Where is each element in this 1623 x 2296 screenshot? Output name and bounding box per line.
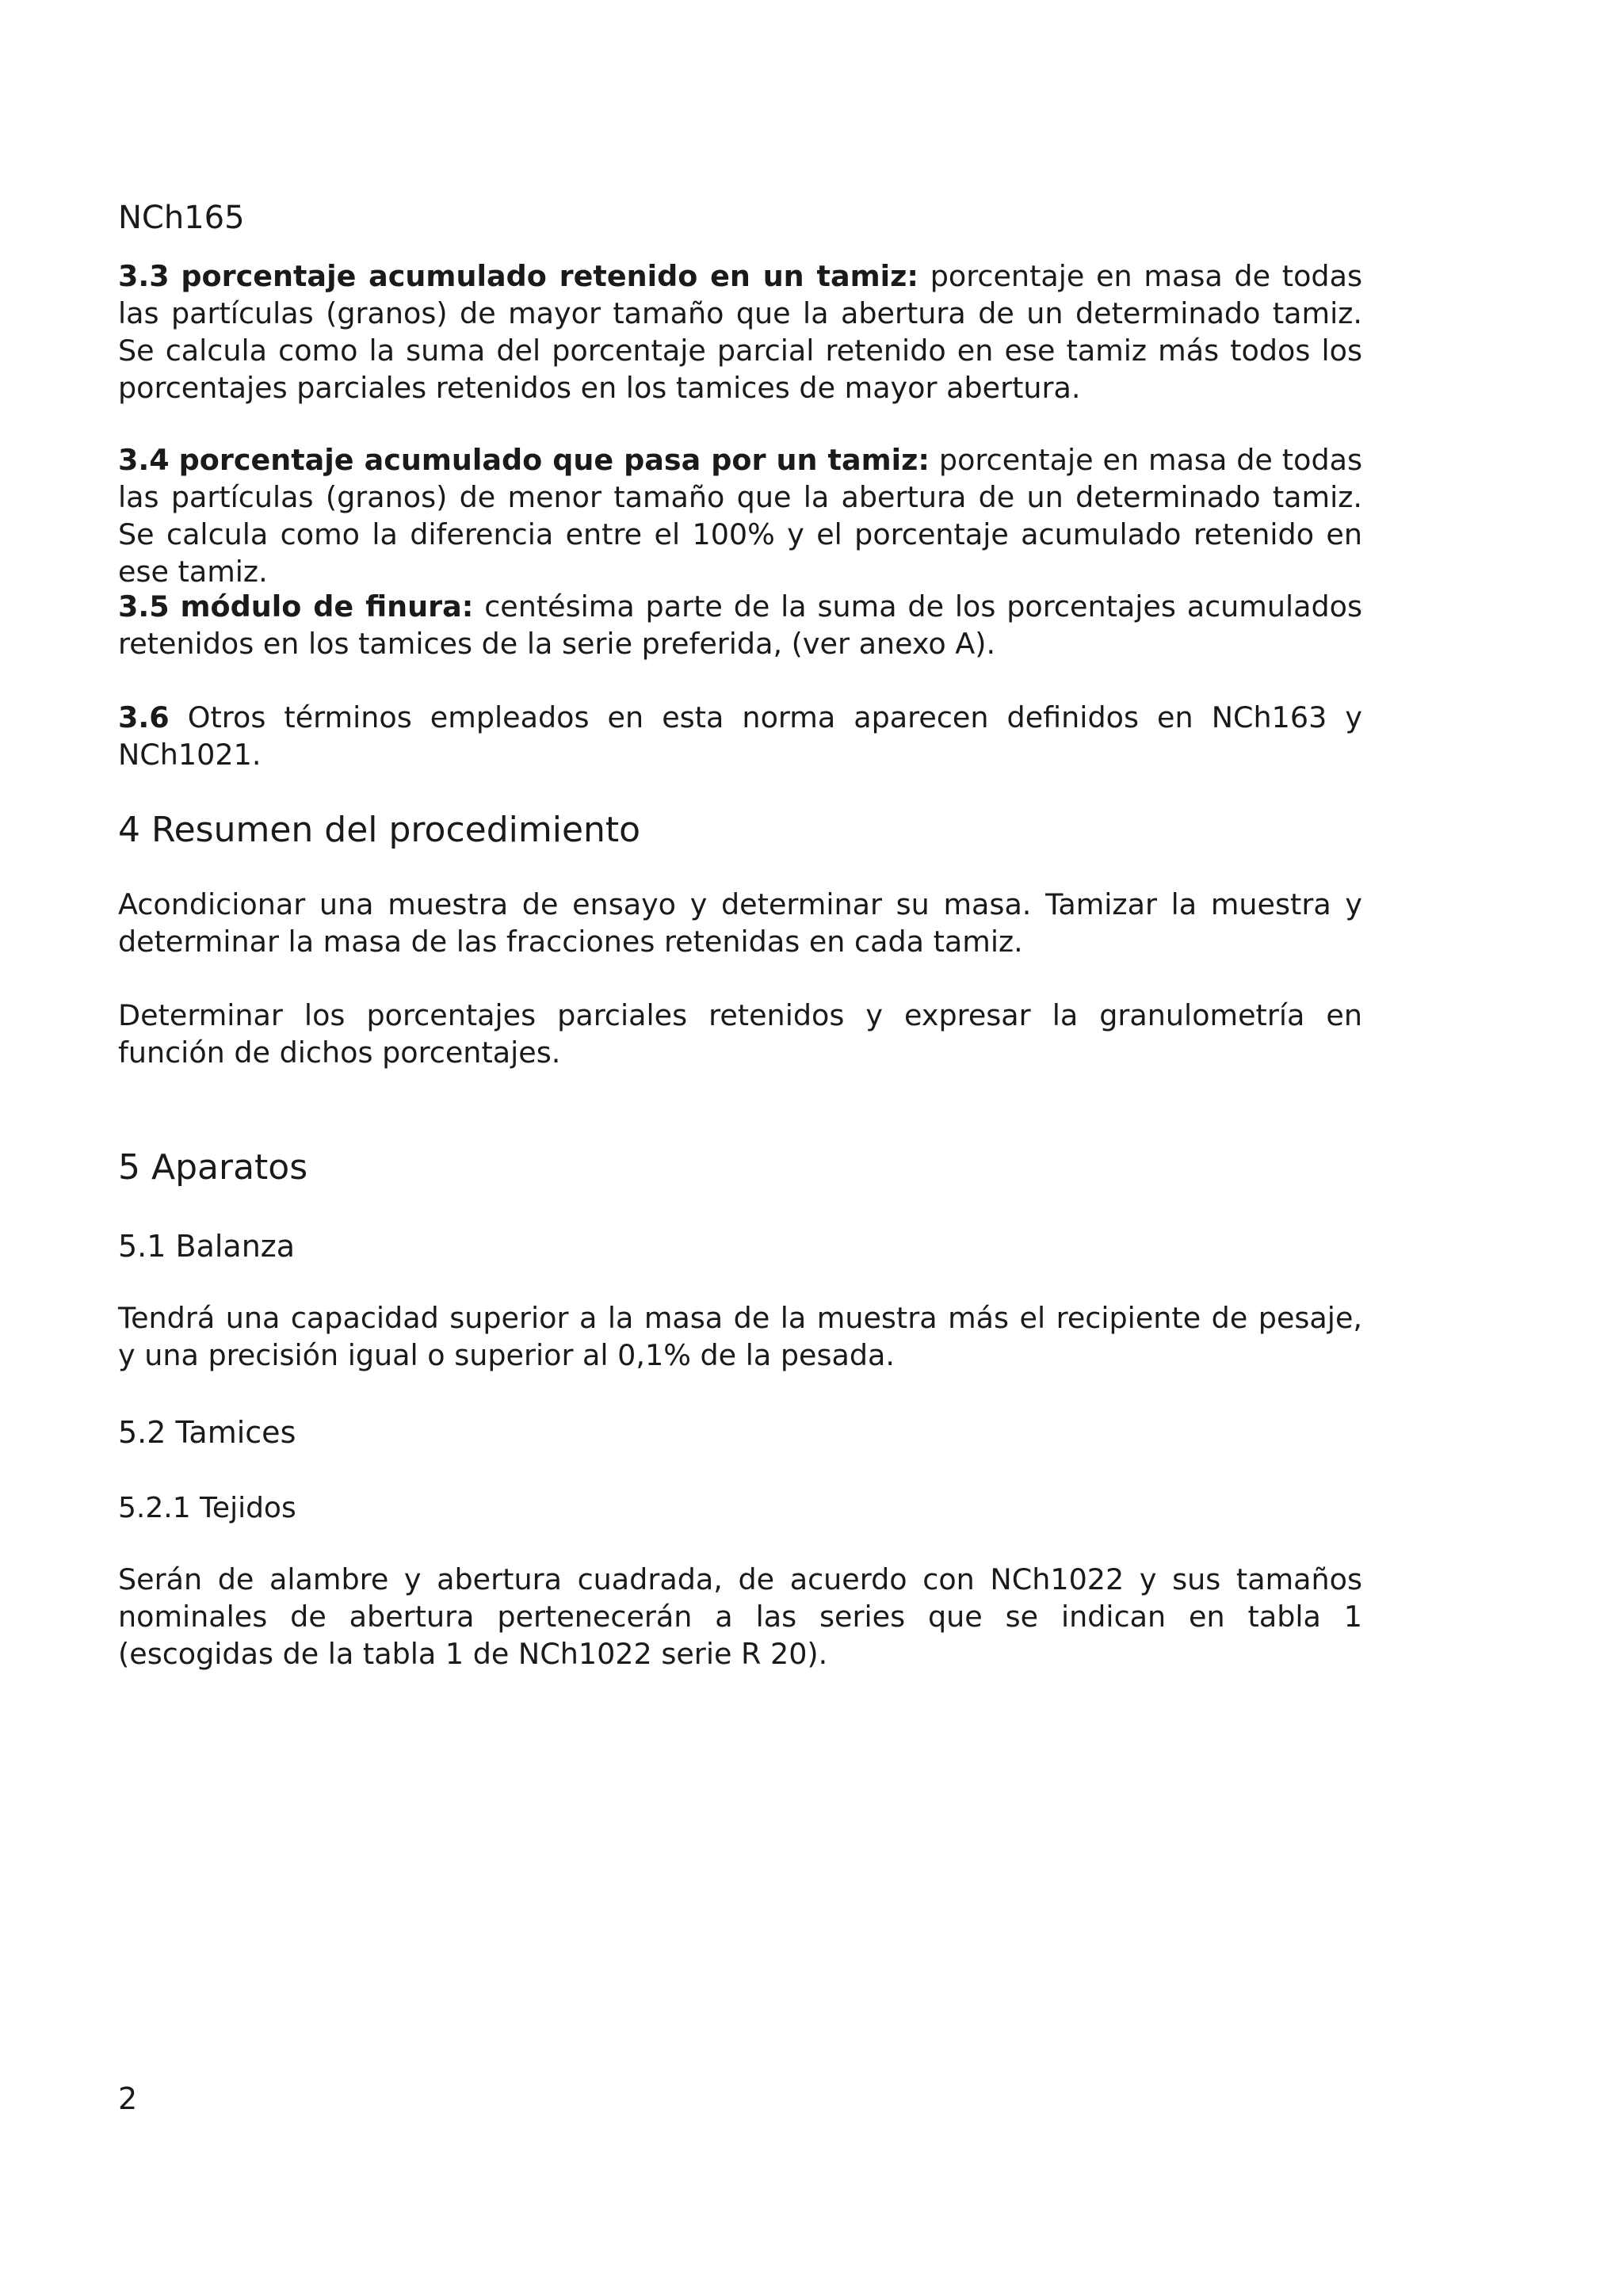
section-4-paragraph-2: [118, 997, 1362, 1071]
definition-term: módulo de finura:: [180, 589, 474, 624]
subsection-5-2-1-text: [118, 1561, 1362, 1672]
definition-text: porcentaje en masa de todas las partículas (granos) de menor tamaño que la abertura de un determinado tamiz. Se calcula como la diferencia entre el 100% y el porcentaje acumulado retenido en ese tamiz.: [118, 443, 1362, 589]
paragraph: Acondicionar una muestra de ensayo y determinar su masa. Tamizar la muestra y determinar la masa de las fracciones retenidas en cada tamiz.: [118, 887, 1362, 959]
section-5-heading: [118, 1146, 1362, 1190]
definition-3-3: [118, 257, 1362, 406]
definition-3-6: [118, 699, 1362, 773]
definition-number: 3.5: [118, 589, 170, 624]
definition-3-5: [118, 588, 1362, 662]
paragraph: Tendrá una capacidad superior a la masa de la muestra más el recipiente de pesaje, y una precisión igual o superior al 0,1% de la pesada.: [118, 1301, 1362, 1372]
definition-term: porcentaje acumulado retenido en un tamiz:: [181, 259, 918, 293]
paragraph: Determinar los porcentajes parciales retenidos y expresar la granulometría en función de dichos porcentajes.: [118, 998, 1362, 1070]
subsection-5-1-text: [118, 1299, 1362, 1374]
section-heading: 4 Resumen del procedimiento: [118, 810, 641, 850]
definition-text: Otros términos empleados en esta norma aparecen definidos en NCh163 y NCh1021.: [118, 700, 1362, 772]
definition-term: porcentaje acumulado que pasa por un tamiz:: [178, 443, 930, 477]
definition-text: porcentaje en masa de todas las partículas (granos) de mayor tamaño que la abertura de un determinado tamiz. Se calcula como la suma del porcentaje parcial retenido en ese tamiz más todos los porcentajes parciales retenidos en los tamices de mayor abertura.: [118, 259, 1362, 405]
page-number: 2: [118, 2081, 138, 2116]
section-4-paragraph-1: [118, 886, 1362, 960]
subsection-heading: 5.1 Balanza: [118, 1229, 296, 1264]
subsection-5-2-heading: [118, 1413, 1362, 1452]
section-4-heading: [118, 808, 1362, 852]
definition-text: centésima parte de la suma de los porcentajes acumulados retenidos en los tamices de la serie preferida, (ver anexo A).: [118, 589, 1362, 661]
subsection-5-1-heading: [118, 1226, 1362, 1266]
subsection-5-2-1-heading: [118, 1489, 1362, 1527]
definition-number: 3.4: [118, 443, 170, 477]
definition-number: 3.6: [118, 700, 170, 734]
definition-number: 3.3: [118, 259, 170, 293]
subsubsection-heading: 5.2.1 Tejidos: [118, 1492, 296, 1524]
page-footer: [118, 2080, 1362, 2118]
subsection-heading: 5.2 Tamices: [118, 1415, 296, 1450]
section-heading: 5 Aparatos: [118, 1147, 308, 1188]
running-header: [118, 198, 1362, 238]
definition-3-4: [118, 441, 1362, 590]
paragraph: Serán de alambre y abertura cuadrada, de acuerdo con NCh1022 y sus tamaños nominales de abertura pertenecerán a las series que se indican en tabla 1 (escogidas de la tabla 1 de NCh1022 serie R 20).: [118, 1562, 1362, 1671]
doc-code: NCh165: [118, 200, 245, 236]
